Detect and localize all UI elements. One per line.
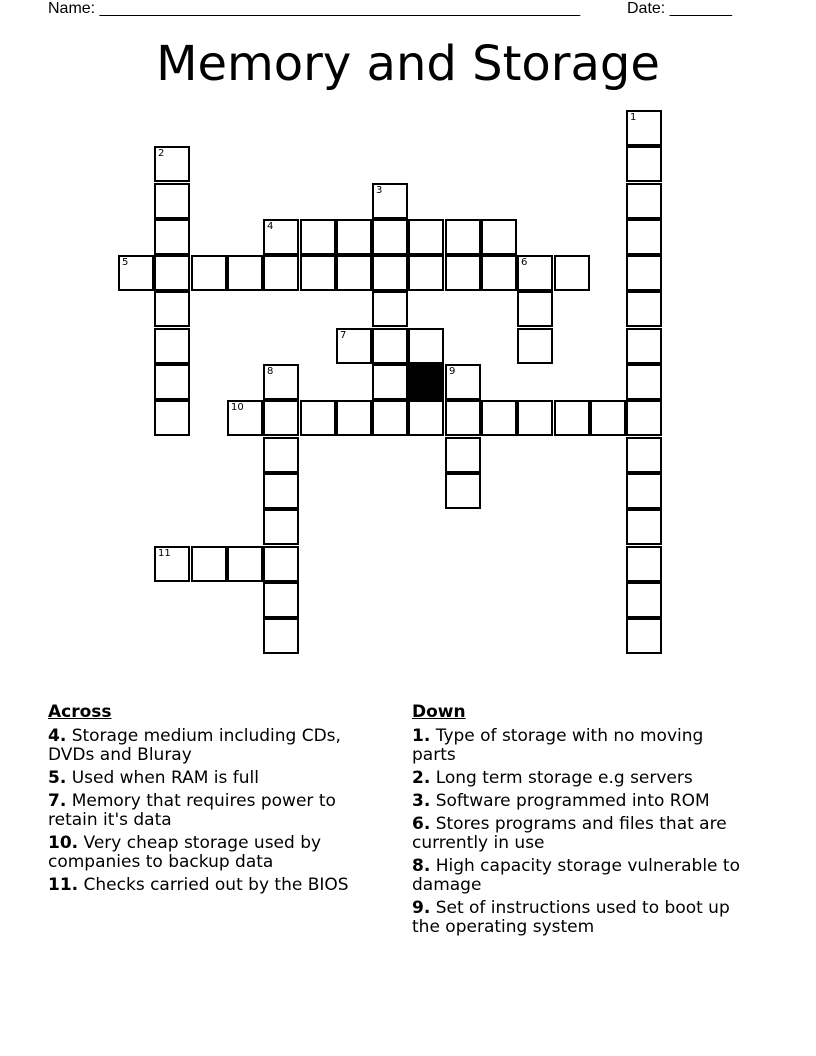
grid-cell[interactable] bbox=[263, 255, 299, 291]
clue-number-label: 2 bbox=[158, 148, 165, 159]
grid-cell[interactable] bbox=[626, 400, 662, 436]
clue-number: 9. bbox=[412, 898, 431, 918]
grid-cell[interactable] bbox=[408, 328, 444, 364]
grid-cell[interactable] bbox=[263, 364, 299, 400]
grid-cell[interactable] bbox=[336, 400, 372, 436]
grid-cell[interactable] bbox=[263, 473, 299, 509]
across-clue-11 bbox=[48, 876, 388, 895]
name-line: Name: ______________________________________________________ bbox=[48, 0, 581, 17]
clue-text: Storage medium including CDs, DVDs and Bluray bbox=[48, 726, 341, 765]
clue-number: 7. bbox=[48, 791, 67, 811]
grid-cell[interactable] bbox=[336, 255, 372, 291]
grid-cell[interactable] bbox=[263, 509, 299, 545]
grid-cell[interactable] bbox=[372, 400, 408, 436]
down-clues bbox=[412, 703, 752, 941]
clue-number: 3. bbox=[412, 791, 431, 811]
clue-text: Checks carried out by the BIOS bbox=[83, 875, 349, 895]
grid-cell[interactable] bbox=[227, 255, 263, 291]
grid-cell[interactable] bbox=[372, 328, 408, 364]
grid-cell[interactable] bbox=[372, 183, 408, 219]
grid-cell[interactable] bbox=[263, 618, 299, 654]
grid-cell[interactable] bbox=[626, 255, 662, 291]
clue-number: 11. bbox=[48, 875, 79, 895]
grid-cell[interactable] bbox=[154, 146, 190, 182]
grid-cell[interactable] bbox=[263, 219, 299, 255]
clue-number: 5. bbox=[48, 768, 67, 788]
date-line: Date: _______ bbox=[627, 0, 732, 17]
grid-cell[interactable] bbox=[154, 328, 190, 364]
grid-cell[interactable] bbox=[517, 328, 553, 364]
clue-number: 6. bbox=[412, 814, 431, 834]
clue-number: 2. bbox=[412, 768, 431, 788]
grid-cell[interactable] bbox=[408, 400, 444, 436]
grid-cell[interactable] bbox=[191, 255, 227, 291]
clue-number-label: 10 bbox=[231, 402, 244, 413]
down-heading: Down bbox=[412, 702, 466, 722]
clue-text: Used when RAM is full bbox=[71, 768, 259, 788]
black-cell bbox=[408, 364, 444, 400]
down-clue-6 bbox=[412, 815, 752, 853]
down-clue-1 bbox=[412, 727, 752, 765]
across-clue-7 bbox=[48, 792, 388, 830]
grid-cell[interactable] bbox=[626, 437, 662, 473]
grid-cell[interactable] bbox=[445, 400, 481, 436]
down-clue-8 bbox=[412, 857, 752, 895]
grid-cell[interactable] bbox=[445, 437, 481, 473]
grid-cell[interactable] bbox=[481, 219, 517, 255]
grid-cell[interactable] bbox=[227, 546, 263, 582]
grid-cell[interactable] bbox=[263, 546, 299, 582]
grid-cell[interactable] bbox=[191, 546, 227, 582]
clue-text: High capacity storage vulnerable to damage bbox=[412, 856, 740, 895]
grid-cell[interactable] bbox=[154, 183, 190, 219]
clue-text: Very cheap storage used by companies to backup data bbox=[48, 833, 322, 872]
grid-cell[interactable] bbox=[626, 328, 662, 364]
grid-cell[interactable] bbox=[408, 219, 444, 255]
clue-text: Stores programs and files that are currently in use bbox=[412, 814, 727, 853]
grid-cell[interactable] bbox=[227, 400, 263, 436]
grid-cell[interactable] bbox=[263, 400, 299, 436]
grid-cell[interactable] bbox=[154, 546, 190, 582]
clue-number-label: 11 bbox=[158, 548, 171, 559]
clue-number-label: 7 bbox=[340, 330, 347, 341]
grid-cell[interactable] bbox=[445, 473, 481, 509]
clue-text: Memory that requires power to retain it's data bbox=[48, 791, 336, 830]
across-clues bbox=[48, 703, 388, 899]
grid-cell[interactable] bbox=[590, 400, 626, 436]
clue-number: 1. bbox=[412, 726, 431, 746]
grid-cell[interactable] bbox=[300, 255, 336, 291]
grid-cell[interactable] bbox=[372, 219, 408, 255]
grid-cell[interactable] bbox=[554, 400, 590, 436]
grid-cell[interactable] bbox=[300, 400, 336, 436]
grid-cell[interactable] bbox=[626, 291, 662, 327]
clue-number-label: 8 bbox=[267, 366, 274, 377]
grid-cell[interactable] bbox=[263, 437, 299, 473]
grid-cell[interactable] bbox=[626, 546, 662, 582]
clue-number: 8. bbox=[412, 856, 431, 876]
grid-cell[interactable] bbox=[372, 291, 408, 327]
clue-text: Long term storage e.g servers bbox=[435, 768, 693, 788]
down-clue-9 bbox=[412, 899, 752, 937]
grid-cell[interactable] bbox=[481, 400, 517, 436]
grid-cell[interactable] bbox=[626, 146, 662, 182]
grid-cell[interactable] bbox=[481, 255, 517, 291]
grid-cell[interactable] bbox=[408, 255, 444, 291]
clue-text: Type of storage with no moving parts bbox=[412, 726, 704, 765]
grid-cell[interactable] bbox=[626, 582, 662, 618]
grid-cell[interactable] bbox=[626, 110, 662, 146]
across-clue-10 bbox=[48, 834, 388, 872]
grid-cell[interactable] bbox=[118, 255, 154, 291]
grid-cell[interactable] bbox=[445, 219, 481, 255]
grid-cell[interactable] bbox=[445, 364, 481, 400]
across-clue-4 bbox=[48, 727, 388, 765]
grid-cell[interactable] bbox=[554, 255, 590, 291]
grid-cell[interactable] bbox=[154, 219, 190, 255]
grid-cell[interactable] bbox=[626, 219, 662, 255]
clue-number-label: 4 bbox=[267, 221, 274, 232]
grid-cell[interactable] bbox=[336, 328, 372, 364]
grid-cell[interactable] bbox=[517, 291, 553, 327]
grid-cell[interactable] bbox=[517, 255, 553, 291]
down-clue-2 bbox=[412, 769, 752, 788]
clue-number-label: 3 bbox=[376, 185, 383, 196]
grid-cell[interactable] bbox=[626, 364, 662, 400]
grid-cell[interactable] bbox=[154, 291, 190, 327]
grid-cell[interactable] bbox=[626, 183, 662, 219]
across-heading: Across bbox=[48, 702, 112, 722]
clue-text: Software programmed into ROM bbox=[435, 791, 710, 811]
clue-number-label: 6 bbox=[521, 257, 528, 268]
clue-number: 10. bbox=[48, 833, 79, 853]
grid-cell[interactable] bbox=[154, 400, 190, 436]
grid-cell[interactable] bbox=[626, 618, 662, 654]
page-title: Memory and Storage bbox=[156, 36, 660, 92]
clue-number: 4. bbox=[48, 726, 67, 746]
grid-cell[interactable] bbox=[372, 255, 408, 291]
clue-number-label: 1 bbox=[630, 112, 637, 123]
down-clue-3 bbox=[412, 792, 752, 811]
grid-cell[interactable] bbox=[263, 582, 299, 618]
grid-cell[interactable] bbox=[154, 255, 190, 291]
grid-cell[interactable] bbox=[372, 364, 408, 400]
grid-cell[interactable] bbox=[445, 255, 481, 291]
clue-number-label: 5 bbox=[122, 257, 129, 268]
grid-cell[interactable] bbox=[517, 400, 553, 436]
grid-cell[interactable] bbox=[336, 219, 372, 255]
grid-cell[interactable] bbox=[626, 509, 662, 545]
grid-cell[interactable] bbox=[154, 364, 190, 400]
clue-text: Set of instructions used to boot up the operating system bbox=[412, 898, 730, 937]
grid-cell[interactable] bbox=[626, 473, 662, 509]
clue-number-label: 9 bbox=[449, 366, 456, 377]
across-clue-5 bbox=[48, 769, 388, 788]
grid-cell[interactable] bbox=[300, 219, 336, 255]
